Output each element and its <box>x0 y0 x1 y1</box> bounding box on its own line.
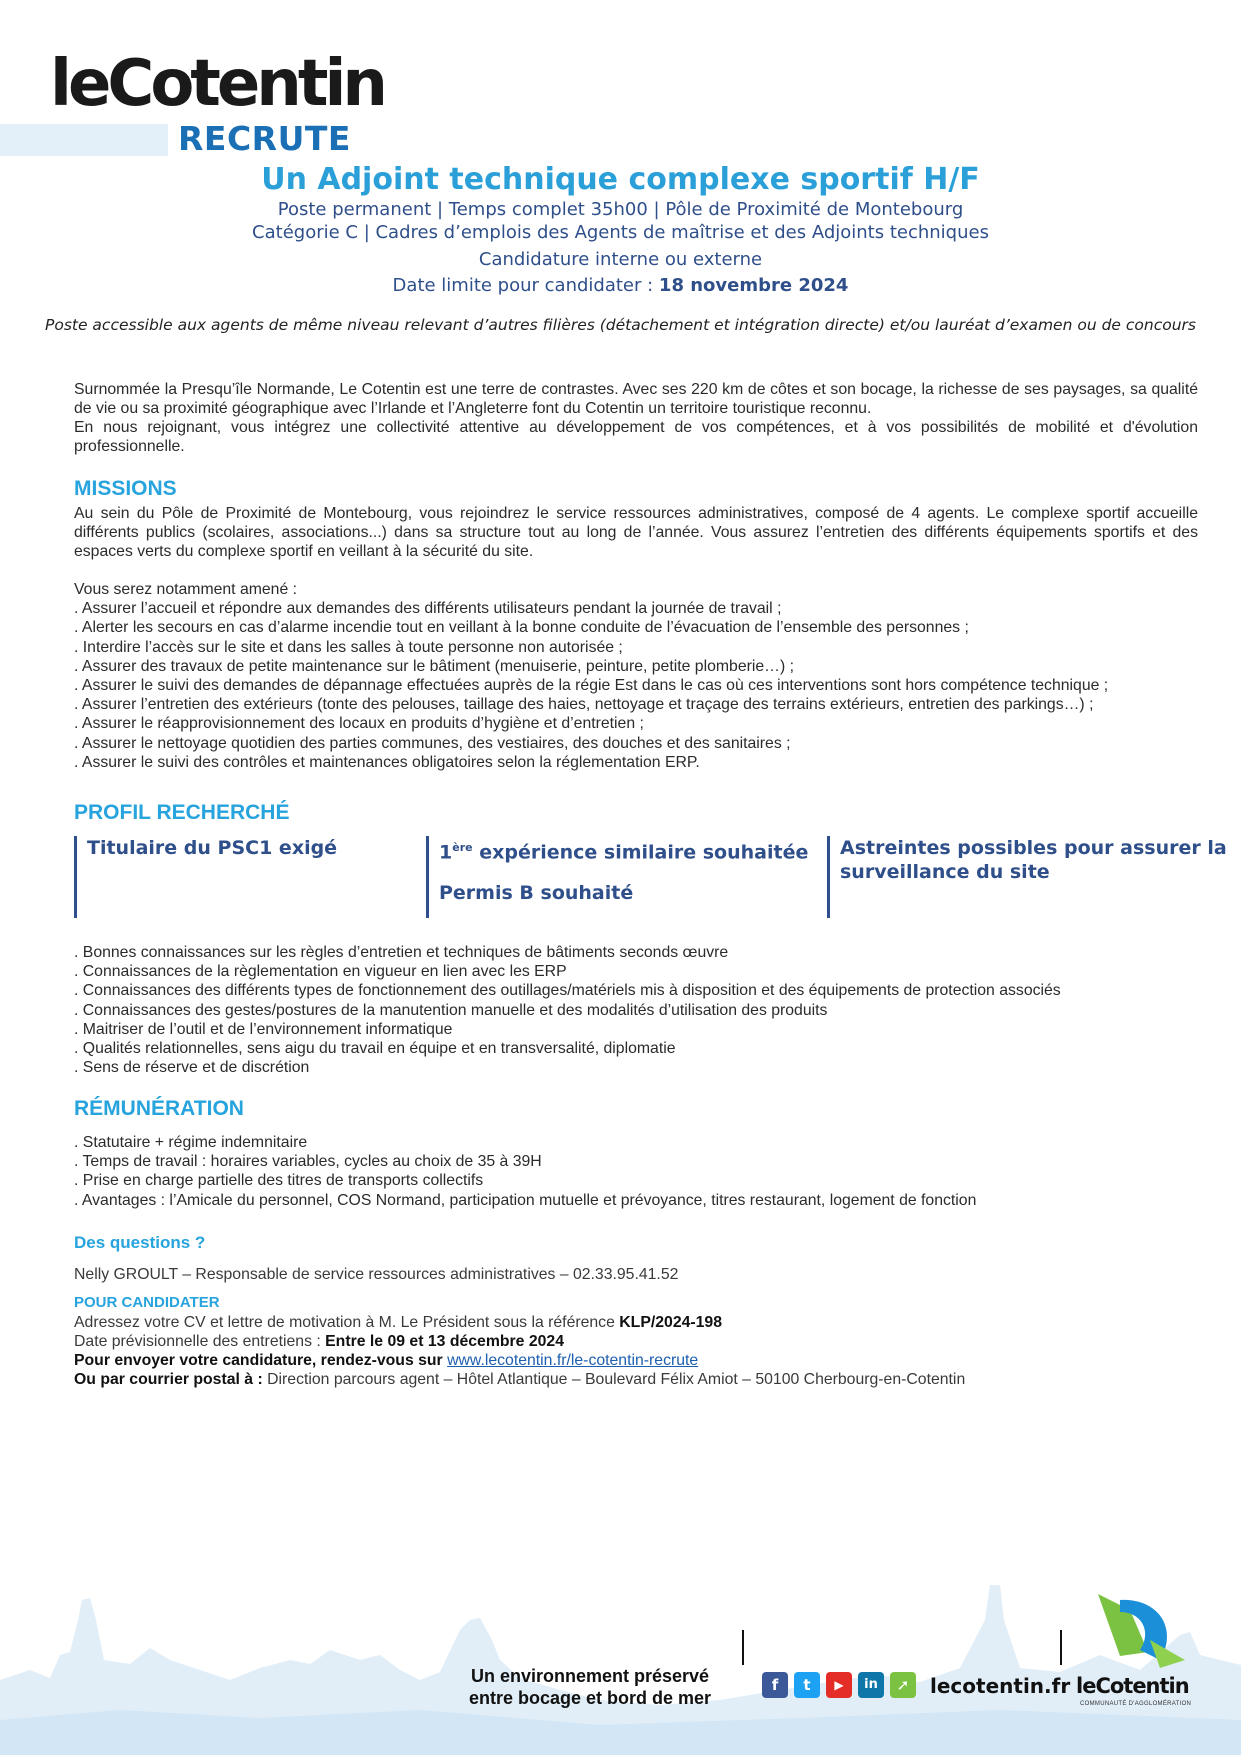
job-line-2: Catégorie C | Cadres d’emplois des Agents de maîtrise et des Adjoints techniques <box>252 222 989 243</box>
profil-astreintes: Astreintes possibles pour assurer la surveillance du site <box>840 837 1227 883</box>
job-title: Un Adjoint technique complexe sportif H/F <box>261 162 980 197</box>
missions-heading: MISSIONS <box>74 477 177 500</box>
list-item: . Bonnes connaissances sur les règles d’entretien et techniques de bâtiments seconds œuvre <box>74 944 729 961</box>
list-item: . Assurer des travaux de petite maintenance sur le bâtiment (menuiserie, peinture, petite plomberie…) ; <box>74 657 795 675</box>
deadline-label: Date limite pour candidater : <box>392 275 659 296</box>
facebook-icon[interactable]: f <box>762 1672 788 1698</box>
linkedin-icon[interactable]: in <box>858 1672 884 1698</box>
list-item: . Qualités relationnelles, sens aigu du travail en équipe et en transversalité, diplomatie <box>74 1040 676 1058</box>
questions-heading: Des questions ? <box>74 1233 206 1252</box>
list-item: . Connaissances des différents types de fonctionnement des outillages/matériels mis à disposition et des équipements de protection associés <box>74 982 1061 1000</box>
remuneration-list <box>74 1133 1214 1210</box>
twitter-icon[interactable]: t <box>794 1672 820 1698</box>
postal-address: Direction parcours agent – Hôtel Atlantique – Boulevard Félix Amiot – 50100 Cherbourg-en-Cotentin <box>267 1371 966 1388</box>
remuneration-heading: RÉMUNÉRATION <box>74 1097 244 1120</box>
list-item: . Assurer l’entretien des extérieurs (tonte des pelouses, taillage des haies, nettoyage et traçage des terrains extérieurs, entretien des parkings…) ; <box>74 696 1094 714</box>
footer-logo-sub: COMMUNAUTÉ D'AGGLOMÉRATION <box>1080 1701 1192 1707</box>
list-item: . Assurer le suivi des contrôles et maintenances obligatoires selon la réglementation ERP. <box>74 753 700 771</box>
profil-col-3 <box>827 836 1230 918</box>
list-item: . Assurer le nettoyage quotidien des parties communes, des vestiaires, des douches et des sanitaires ; <box>74 734 791 752</box>
deadline <box>0 275 1241 296</box>
logo-recrute: RECRUTE <box>178 119 351 158</box>
candidater-line-4: Ou par courrier postal à : Direction parcours agent – Hôtel Atlantique – Boulevard Félix Amiot – 50100 Cherbourg-en-Cotentin <box>74 1371 966 1388</box>
job-line-1: Poste permanent | Temps complet 35h00 | Pôle de Proximité de Montebourg <box>277 199 964 220</box>
list-item: . Assurer le réapprovisionnement des locaux en produits d’hygiène et d’entretien ; <box>74 715 644 733</box>
reference: KLP/2024-198 <box>619 1314 723 1331</box>
profil-psc1: Titulaire du PSC1 exigé <box>87 837 338 859</box>
access-note: Poste accessible aux agents de même niveau relevant d’autres filières (détachement et intégration directe) et/ou lauréat d’examen ou de concours <box>44 316 1196 334</box>
candidater-line-3: Pour envoyer votre candidature, rendez-vous sur www.lecotentin.fr/le-cotentin-recrute <box>74 1352 699 1369</box>
website-link[interactable]: lecotentin.fr <box>930 1674 1071 1698</box>
list-item: . Alerter les secours en cas d’alarme incendie tout en veillant à la bonne conduite de l’évacuation de l’ensemble des personnes ; <box>74 619 969 637</box>
profil-experience: 1ère expérience similaire souhaitée <box>439 841 809 864</box>
cotentin-emblem-icon <box>1090 1590 1190 1670</box>
profil-list <box>74 943 1214 1077</box>
profil-col-1 <box>74 836 417 918</box>
missions-text: Au sein du Pôle de Proximité de Montebourg, vous rejoindrez le service ressources administratives, composé de 4 agents. Le complexe sportif accueille différents publics (scolaires, associations...) dans sa structure tout au long de l’année. Vous assurez l’entretien des différents équipements sportifs et des espaces verts du complexe sportif en veillant à la sécurité du site. <box>74 505 1198 560</box>
candidater-block <box>74 1313 965 1389</box>
missions-list-intro: Vous serez notamment amené : <box>74 581 298 598</box>
deadline-value: 18 novembre 2024 <box>658 275 849 296</box>
candidater-line-2: Date prévisionnelle des entretiens : Entre le 09 et 13 décembre 2024 <box>74 1333 564 1350</box>
footer-divider <box>1060 1630 1062 1665</box>
list-item: . Avantages : l’Amicale du personnel, COS Normand, participation mutuelle et prévoyance, titres restaurant, logement de fonction <box>74 1191 977 1209</box>
intro-p2: En nous rejoignant, vous intégrez une collectivité attentive au développement de vos compétences, et à vos possibilités de mobilité et d'évolution professionnelle. <box>74 419 1198 455</box>
youtube-icon[interactable]: ▶ <box>826 1672 852 1698</box>
list-item: . Connaissances de la règlementation en vigueur en lien avec les ERP <box>74 963 567 981</box>
list-item: . Sens de réserve et de discrétion <box>74 1059 310 1077</box>
interview-dates: Entre le 09 et 13 décembre 2024 <box>325 1333 564 1350</box>
footer-logo: leCotentin <box>1076 1674 1189 1698</box>
list-item: . Prise en charge partielle des titres de transports collectifs <box>74 1172 484 1190</box>
job-line-3: Candidature interne ou externe <box>478 249 763 270</box>
candidater-line-1: Adressez votre CV et lettre de motivation à M. Le Président sous la référence KLP/2024-198 <box>74 1314 723 1331</box>
app-icon[interactable]: ➚ <box>890 1672 916 1698</box>
profil-permis: Permis B souhaité <box>439 882 634 905</box>
list-item: . Statutaire + régime indemnitaire <box>74 1134 308 1151</box>
intro-p1: Surnommée la Presqu’île Normande, Le Cotentin est une terre de contrastes. Avec ses 220 km de côtes et son bocage, la richesse de ses paysages, sa qualité de vie ou sa proximité géographique avec l’Irlande et l’Angleterre font du Cotentin un territoire touristique reconnu. <box>74 381 1198 417</box>
logo: leCotentin <box>50 47 384 121</box>
questions-contact: Nelly GROULT – Responsable de service ressources administratives – 02.33.95.41.52 <box>74 1266 679 1283</box>
list-item: . Maitriser de l’outil et de l’environnement informatique <box>74 1020 453 1038</box>
candidater-heading: POUR CANDIDATER <box>74 1294 220 1311</box>
list-item: . Assurer l’accueil et répondre aux demandes des différents utilisateurs pendant la journée de travail ; <box>74 600 782 618</box>
footer-divider <box>742 1630 744 1665</box>
recrute-link[interactable]: www.lecotentin.fr/le-cotentin-recrute <box>447 1352 699 1369</box>
footer-tagline: Un environnement préservé entre bocage et bord de mer <box>468 1666 712 1708</box>
missions-list <box>74 580 1214 772</box>
logo-band <box>0 124 168 156</box>
intro <box>74 380 1198 456</box>
profil-heading: PROFIL RECHERCHÉ <box>74 801 290 824</box>
list-item: . Connaissances des gestes/postures de la manutention manuelle et des modalités d’utilisation des produits <box>74 1001 828 1019</box>
footer-skyline <box>0 1560 1241 1755</box>
profil-col-2 <box>426 836 819 918</box>
list-item: . Assurer le suivi des demandes de dépannage effectuées auprès de la régie Est dans le cas où ces interventions sont hors compétence technique ; <box>74 677 1109 695</box>
list-item: . Temps de travail : horaires variables, cycles au choix de 35 à 39H <box>74 1153 542 1171</box>
list-item: . Interdire l’accès sur le site et dans les salles à toute personne non autorisée ; <box>74 638 623 656</box>
